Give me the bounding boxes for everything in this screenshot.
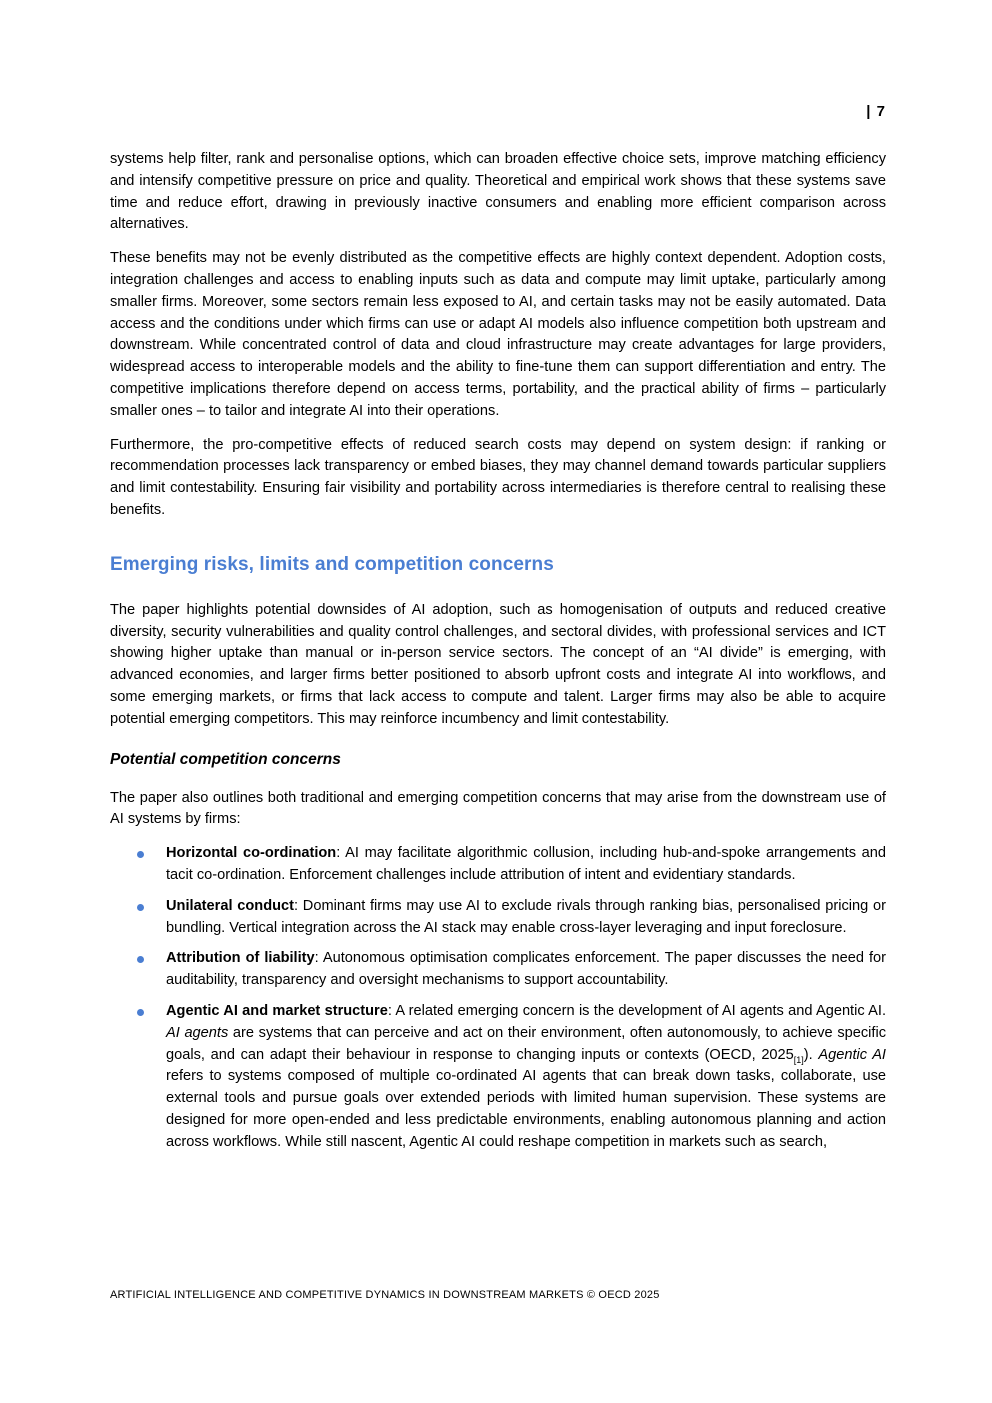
citation-subscript: [1] [793, 1054, 804, 1065]
paragraph-3: Furthermore, the pro-competitive effects of reduced search costs may depend on system design: if ranking or recommendation processes lack transparency or embed biases, they may channel demand towards particular suppliers and limit contestability. Ensuring fair visibility and portability across intermediaries is therefore central to realising these benefits. [110, 436, 886, 518]
paragraph-1: systems help filter, rank and personalise options, which can broaden effective choice sets, improve matching efficiency and intensify competitive pressure on price and quality. Theoretical and empirical work shows that these systems save time and reduce effort, drawing in previously inactive consumers and enabling more efficient comparison across alternatives. [110, 151, 886, 233]
bullet-text: : A related emerging concern is the development of AI agents and Agentic AI. [387, 1002, 886, 1019]
bullet-text: refers to systems composed of multiple co-ordinated AI agents that can break down tasks, collaborate, use external tools and pursue goals over extended periods with limited human supervision. These systems are designed for more open-ended and less predictable environments, enabling autonomous planning and action across workflows. While still nascent, Agentic AI could reshape competition in markets such as search, [166, 1068, 886, 1150]
bullet-label: Horizontal co-ordination [166, 845, 337, 862]
paragraph-2: These benefits may not be evenly distributed as the competitive effects are highly context dependent. Adoption costs, integration challenges and access to enabling inputs such as data and compute may limit uptake, particularly among smaller firms. Moreover, some sectors remain less exposed to AI, and certain tasks may not be easily automated. Data access and the conditions under which firms can use or adapt AI models also influence competition both upstream and downstream. While concentrated control of data and cloud infrastructure may create advantages for large providers, widespread access to interoperable models and the ability to fine-tune them can support differentiation and entry. The competitive implications therefore depend on access terms, portability, and the practical ability of firms – particularly smaller ones – to tailor and integrate AI into their operations. [110, 250, 886, 419]
paragraph-5: The paper also outlines both traditional and emerging competition concerns that may arise from the downstream use of AI systems by firms: [110, 789, 886, 828]
page-number: | 7 [866, 103, 886, 120]
bullet-text: are systems that can perceive and act on their environment, often autonomously, to achieve specific goals, and can adapt their behaviour in response to changing inputs or contexts (OECD, 2025 [166, 1024, 886, 1063]
section-heading: Emerging risks, limits and competition concerns [110, 553, 554, 575]
page-content [110, 100, 886, 1162]
bullet-text: : Autonomous optimisation complicates enforcement. The paper discusses the need for auditability, transparency and oversight mechanisms to support accountability. [166, 950, 886, 989]
paragraph-4: The paper highlights potential downsides of AI adoption, such as homogenisation of outputs and reduced creative diversity, security vulnerabilities and quality control challenges, and sectoral divides, with professional services and ICT showing higher uptake than manual or in-person service sectors. The concept of an “AI divide” is emerging, with advanced economies, and larger firms better positioned to absorb upfront costs and integrate AI into workflows, and some emerging markets, or firms that lack access to compute and talent. Larger firms may also be able to acquire potential emerging competitors. This may reinforce incumbency and limit contestability. [110, 601, 886, 727]
bullet-text: : Dominant firms may use AI to exclude rivals through ranking bias, personalised pricing or bundling. Vertical integration across the AI stack may enable cross-layer leveraging and input foreclosure. [166, 897, 886, 936]
bullet-icon [137, 956, 144, 963]
bullet-label: Unilateral conduct [166, 897, 294, 914]
subsection-heading: Potential competition concerns [110, 750, 341, 768]
bullet-text-italic: Agentic AI [818, 1046, 886, 1063]
bullet-text: ). [803, 1046, 819, 1063]
bullet-icon [137, 904, 144, 911]
list-item-agentic-ai [166, 1001, 886, 1154]
bullet-icon [137, 1009, 144, 1016]
bullet-text: : AI may facilitate algorithmic collusion, including hub-and-spoke arrangements and tacit co-ordination. Enforcement challenges include attribution of intent and evidentiary standards. [166, 845, 886, 883]
bullet-label: Agentic AI and market structure [166, 1002, 388, 1019]
bullet-icon [137, 851, 144, 858]
list-item-unilateral-conduct [166, 896, 886, 940]
bullet-label: Attribution of liability [166, 950, 315, 967]
page-footer: ARTIFICIAL INTELLIGENCE AND COMPETITIVE DYNAMICS IN DOWNSTREAM MARKETS © OECD 2025 [110, 1289, 660, 1301]
bullet-text-italic: AI agents [166, 1024, 229, 1041]
bullet-list [110, 843, 886, 1153]
list-item-horizontal-coordination [166, 843, 886, 887]
list-item-attribution-of-liability [166, 948, 886, 992]
